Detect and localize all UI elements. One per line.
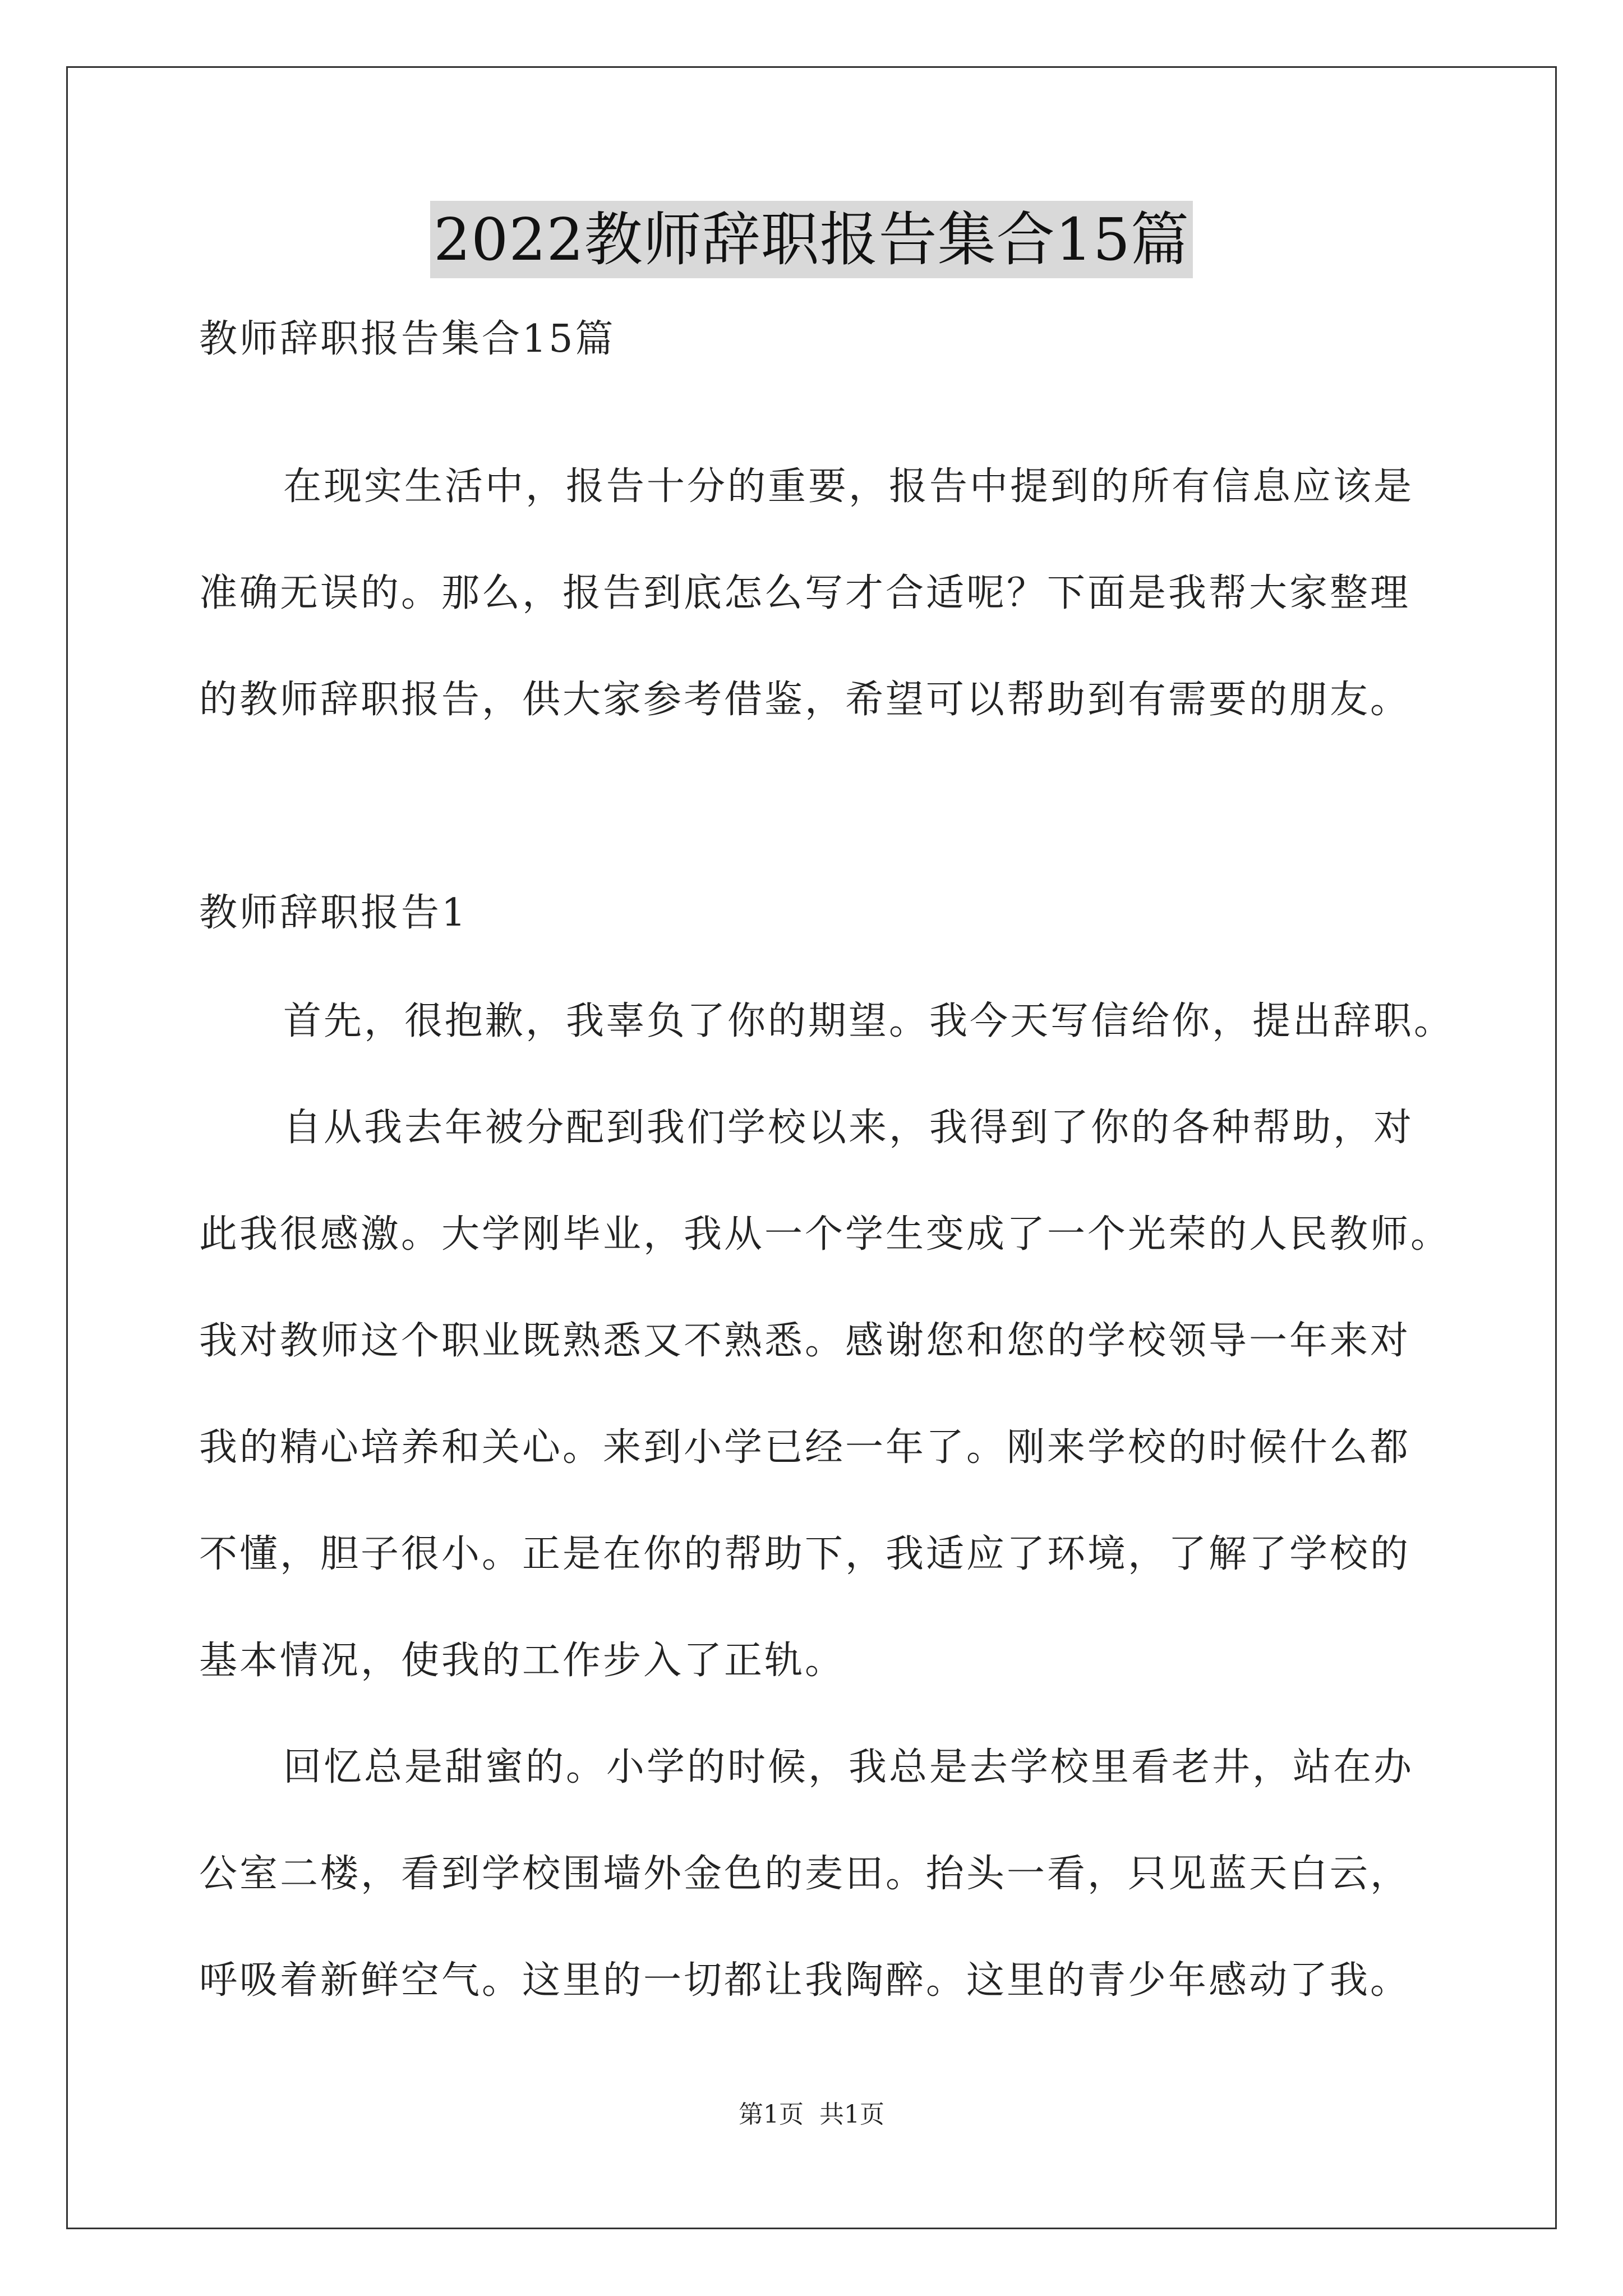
page-number: 第1页 bbox=[739, 2100, 804, 2129]
intro-line: 的教师辞职报告，供大家参考借鉴，希望可以帮助到有需要的朋友。 bbox=[199, 678, 1411, 722]
body-line: 我的精心培养和关心。来到小学已经一年了。刚来学校的时候什么都 bbox=[199, 1425, 1411, 1470]
body-line: 公室二楼，看到学校围墙外金色的麦田。抬头一看，只见蓝天白云， bbox=[199, 1852, 1411, 1896]
title-wrapper bbox=[0, 201, 1623, 278]
intro-line: 准确无误的。那么，报告到底怎么写才合适呢？下面是我帮大家整理 bbox=[199, 571, 1411, 615]
body-line: 我对教师这个职业既熟悉又不熟悉。感谢您和您的学校领导一年来对 bbox=[199, 1319, 1411, 1363]
body-line: 首先，很抱歉，我辜负了你的期望。我今天写信给你，提出辞职。 bbox=[283, 999, 1455, 1043]
body-line: 自从我去年被分配到我们学校以来，我得到了你的各种帮助，对 bbox=[283, 1106, 1414, 1150]
document-title: 2022教师辞职报告集合15篇 bbox=[430, 201, 1193, 278]
intro-line: 在现实生活中，报告十分的重要，报告中提到的所有信息应该是 bbox=[283, 464, 1414, 509]
body-line: 回忆总是甜蜜的。小学的时候，我总是去学校里看老井，站在办 bbox=[283, 1745, 1414, 1789]
section-heading: 教师辞职报告1 bbox=[199, 891, 468, 935]
page-total: 共1页 bbox=[819, 2100, 884, 2129]
subtitle: 教师辞职报告集合15篇 bbox=[199, 317, 616, 361]
body-line: 不懂，胆子很小。正是在你的帮助下，我适应了环境，了解了学校的 bbox=[199, 1532, 1411, 1576]
page-footer bbox=[0, 2098, 1623, 2132]
body-line: 基本情况，使我的工作步入了正轨。 bbox=[199, 1639, 846, 1683]
body-line: 此我很感激。大学刚毕业，我从一个学生变成了一个光荣的人民教师。 bbox=[199, 1212, 1451, 1257]
body-line: 呼吸着新鲜空气。这里的一切都让我陶醉。这里的青少年感动了我。 bbox=[199, 1958, 1411, 2003]
